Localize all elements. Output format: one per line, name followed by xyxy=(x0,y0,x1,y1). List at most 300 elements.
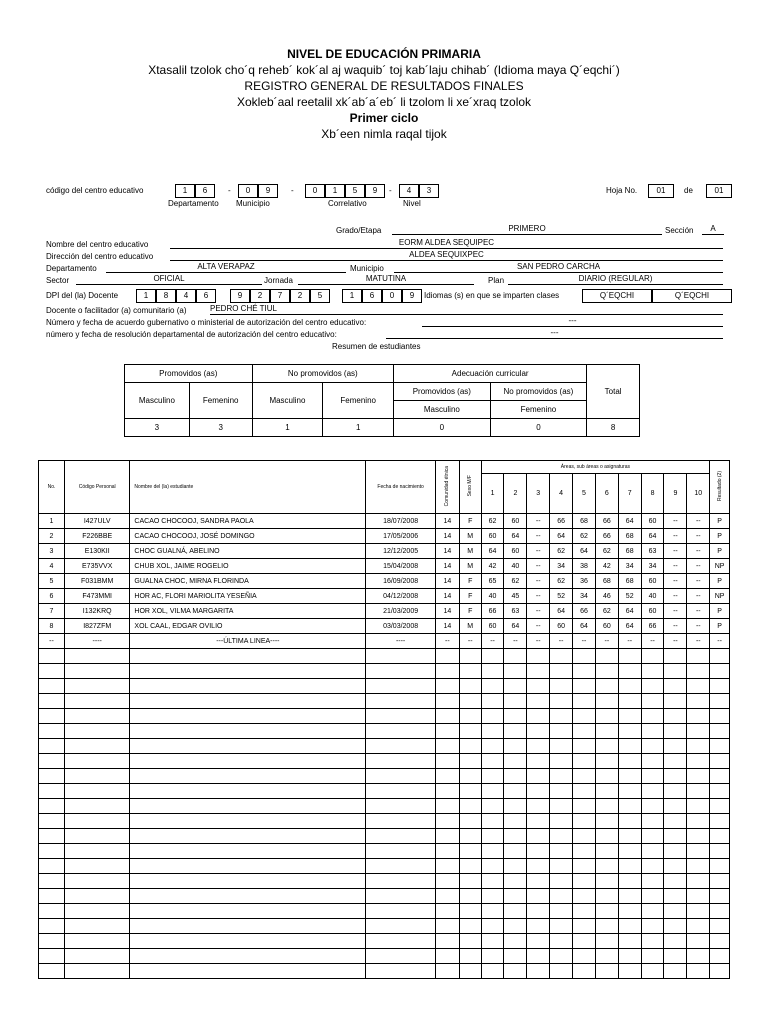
row-resultado: NP xyxy=(710,589,730,604)
empty-cell xyxy=(595,949,618,964)
empty-cell xyxy=(504,769,527,784)
empty-cell xyxy=(687,934,710,949)
empty-cell xyxy=(459,934,481,949)
municipio-value: SAN PEDRO CARCHA xyxy=(394,262,723,273)
empty-cell xyxy=(435,679,459,694)
empty-cell xyxy=(550,829,573,844)
header-area-6: 6 xyxy=(595,474,618,514)
empty-cell xyxy=(504,694,527,709)
dash: - xyxy=(291,186,294,195)
empty-cell xyxy=(64,949,129,964)
empty-cell xyxy=(527,844,550,859)
row-fecha: 21/03/2009 xyxy=(366,604,436,619)
row-fecha: 15/04/2008 xyxy=(366,559,436,574)
digit-box: 6 xyxy=(196,289,216,303)
nombre-centro-label: Nombre del centro educativo xyxy=(46,240,149,249)
row-area-score: 60 xyxy=(641,514,664,529)
empty-cell xyxy=(39,844,65,859)
row-resultado: -- xyxy=(710,634,730,649)
empty-cell xyxy=(130,694,366,709)
empty-row xyxy=(39,889,730,904)
row-no: 5 xyxy=(39,574,65,589)
row-area-score: 64 xyxy=(641,529,664,544)
empty-cell xyxy=(573,814,596,829)
table-row xyxy=(39,559,730,574)
row-area-score: -- xyxy=(527,634,550,649)
empty-cell xyxy=(595,814,618,829)
row-area-score: 63 xyxy=(504,604,527,619)
empty-cell xyxy=(459,649,481,664)
empty-cell xyxy=(435,889,459,904)
empty-row xyxy=(39,949,730,964)
empty-cell xyxy=(550,694,573,709)
empty-row xyxy=(39,874,730,889)
empty-cell xyxy=(130,739,366,754)
empty-cell xyxy=(459,949,481,964)
header-area-9: 9 xyxy=(664,474,687,514)
empty-cell xyxy=(504,754,527,769)
summary-table xyxy=(124,364,640,437)
row-area-score: 52 xyxy=(550,589,573,604)
empty-cell xyxy=(39,679,65,694)
empty-cell xyxy=(459,889,481,904)
empty-cell xyxy=(664,814,687,829)
empty-cell xyxy=(687,919,710,934)
row-nombre: ---ÚLTIMA LINEA---- xyxy=(130,634,366,649)
empty-cell xyxy=(481,964,504,979)
empty-cell xyxy=(527,784,550,799)
summary-value: 0 xyxy=(490,419,587,437)
jornada-label: Jornada xyxy=(264,276,293,285)
row-sexo: -- xyxy=(459,634,481,649)
nombre-centro-value: EORM ALDEA SEQUIPEC xyxy=(170,238,723,249)
empty-cell xyxy=(573,889,596,904)
empty-cell xyxy=(64,919,129,934)
empty-cell xyxy=(664,724,687,739)
digit-box: 2 xyxy=(290,289,310,303)
empty-cell xyxy=(504,679,527,694)
empty-cell xyxy=(130,934,366,949)
row-nombre: CACAO CHOCOOJ, SANDRA PAOLA xyxy=(130,514,366,529)
empty-cell xyxy=(481,829,504,844)
empty-cell xyxy=(618,739,641,754)
empty-cell xyxy=(710,694,730,709)
row-no: 8 xyxy=(39,619,65,634)
empty-cell xyxy=(664,859,687,874)
row-resultado: P xyxy=(710,529,730,544)
row-codigo: E735VVX xyxy=(64,559,129,574)
seccion-value: A xyxy=(702,224,724,235)
empty-cell xyxy=(664,919,687,934)
empty-cell xyxy=(459,859,481,874)
row-area-score: -- xyxy=(527,589,550,604)
empty-cell xyxy=(504,889,527,904)
empty-cell xyxy=(64,709,129,724)
empty-cell xyxy=(504,919,527,934)
sector-value: OFICIAL xyxy=(76,274,262,285)
empty-cell xyxy=(366,664,436,679)
empty-cell xyxy=(39,829,65,844)
hoja-total: 01 xyxy=(706,184,732,198)
empty-cell xyxy=(595,649,618,664)
empty-cell xyxy=(435,934,459,949)
empty-cell xyxy=(573,664,596,679)
row-fecha: 16/09/2008 xyxy=(366,574,436,589)
row-comunidad: 14 xyxy=(435,529,459,544)
row-codigo: E130KII xyxy=(64,544,129,559)
dpi-label: DPI del (la) Docente xyxy=(46,291,119,300)
plan-label: Plan xyxy=(488,276,505,285)
direccion-label: Dirección del centro educativo xyxy=(46,252,154,261)
empty-cell xyxy=(435,829,459,844)
empty-cell xyxy=(664,889,687,904)
header-areas: Áreas, sub áreas o asignaturas xyxy=(481,461,710,474)
empty-cell xyxy=(618,874,641,889)
empty-cell xyxy=(39,694,65,709)
empty-cell xyxy=(664,739,687,754)
empty-cell xyxy=(64,769,129,784)
row-area-score: 60 xyxy=(481,529,504,544)
row-resultado: P xyxy=(710,574,730,589)
hoja-number: 01 xyxy=(648,184,674,198)
empty-cell xyxy=(459,769,481,784)
empty-cell xyxy=(527,889,550,904)
empty-cell xyxy=(618,679,641,694)
row-area-score: -- xyxy=(527,604,550,619)
summary-value: 8 xyxy=(587,419,640,437)
row-area-score: 40 xyxy=(504,559,527,574)
empty-cell xyxy=(527,724,550,739)
empty-cell xyxy=(595,934,618,949)
empty-cell xyxy=(641,889,664,904)
row-codigo: F473MMI xyxy=(64,589,129,604)
empty-cell xyxy=(64,829,129,844)
header-resultado xyxy=(710,461,730,514)
empty-cell xyxy=(687,769,710,784)
empty-cell xyxy=(641,754,664,769)
empty-cell xyxy=(366,904,436,919)
empty-cell xyxy=(481,934,504,949)
municipio-label: Municipio xyxy=(350,264,384,273)
digit-box: 8 xyxy=(156,289,176,303)
empty-cell xyxy=(641,664,664,679)
row-area-score: 66 xyxy=(573,604,596,619)
empty-cell xyxy=(664,769,687,784)
empty-cell xyxy=(366,679,436,694)
empty-cell xyxy=(687,904,710,919)
empty-cell xyxy=(64,739,129,754)
empty-cell xyxy=(595,799,618,814)
empty-cell xyxy=(710,859,730,874)
row-area-score: -- xyxy=(664,514,687,529)
empty-cell xyxy=(550,874,573,889)
empty-cell xyxy=(550,934,573,949)
empty-cell xyxy=(435,769,459,784)
empty-cell xyxy=(39,949,65,964)
digit-box: 5 xyxy=(345,184,365,198)
empty-cell xyxy=(618,844,641,859)
empty-cell xyxy=(595,919,618,934)
empty-cell xyxy=(504,664,527,679)
summary-masculino-header: Masculino xyxy=(125,383,190,419)
digit-box: 9 xyxy=(402,289,422,303)
empty-cell xyxy=(481,949,504,964)
row-area-score: 34 xyxy=(618,559,641,574)
empty-cell xyxy=(573,679,596,694)
empty-cell xyxy=(550,784,573,799)
row-no: 3 xyxy=(39,544,65,559)
row-area-score: 64 xyxy=(618,619,641,634)
row-nombre: HOR AC, FLORI MARIOLITA YESEÑIA xyxy=(130,589,366,604)
row-no: -- xyxy=(39,634,65,649)
empty-cell xyxy=(130,844,366,859)
row-area-score: 60 xyxy=(595,619,618,634)
empty-cell xyxy=(481,754,504,769)
row-area-score: 68 xyxy=(573,514,596,529)
empty-cell xyxy=(481,739,504,754)
empty-cell xyxy=(550,649,573,664)
row-area-score: 40 xyxy=(641,589,664,604)
empty-cell xyxy=(64,964,129,979)
empty-cell xyxy=(641,964,664,979)
empty-cell xyxy=(459,904,481,919)
empty-cell xyxy=(39,934,65,949)
empty-cell xyxy=(39,814,65,829)
row-area-score: -- xyxy=(527,529,550,544)
row-area-score: -- xyxy=(618,634,641,649)
row-codigo: ---- xyxy=(64,634,129,649)
empty-cell xyxy=(550,709,573,724)
empty-cell xyxy=(366,754,436,769)
row-area-score: 66 xyxy=(595,529,618,544)
empty-cell xyxy=(39,964,65,979)
empty-cell xyxy=(130,799,366,814)
row-nombre: XOL CAAL, EDGAR OVILIO xyxy=(130,619,366,634)
empty-cell xyxy=(595,754,618,769)
table-row xyxy=(39,544,730,559)
empty-cell xyxy=(459,664,481,679)
empty-cell xyxy=(687,754,710,769)
empty-cell xyxy=(573,769,596,784)
correlativo-caption: Correlativo xyxy=(328,199,367,208)
empty-cell xyxy=(573,709,596,724)
summary-femenino-header: Femenino xyxy=(189,383,252,419)
header-fecha: Fecha de nacimiento xyxy=(366,461,436,514)
empty-cell xyxy=(435,724,459,739)
empty-cell xyxy=(664,799,687,814)
row-area-score: 60 xyxy=(641,574,664,589)
empty-cell xyxy=(550,949,573,964)
empty-cell xyxy=(618,694,641,709)
empty-cell xyxy=(527,799,550,814)
empty-cell xyxy=(710,679,730,694)
empty-row xyxy=(39,679,730,694)
empty-cell xyxy=(366,814,436,829)
seccion-label: Sección xyxy=(665,226,694,235)
empty-cell xyxy=(641,904,664,919)
empty-cell xyxy=(687,649,710,664)
row-resultado: NP xyxy=(710,559,730,574)
empty-cell xyxy=(573,694,596,709)
table-row xyxy=(39,589,730,604)
empty-cell xyxy=(504,799,527,814)
digit-box: 1 xyxy=(342,289,362,303)
row-nombre: CHUB XOL, JAIME ROGELIO xyxy=(130,559,366,574)
summary-ad-masculino-header: Masculino xyxy=(394,401,491,419)
empty-row xyxy=(39,769,730,784)
empty-cell xyxy=(39,874,65,889)
row-area-score: 66 xyxy=(641,619,664,634)
empty-row xyxy=(39,859,730,874)
empty-row xyxy=(39,964,730,979)
summary-value: 3 xyxy=(189,419,252,437)
empty-cell xyxy=(130,889,366,904)
empty-cell xyxy=(366,739,436,754)
empty-cell xyxy=(39,919,65,934)
empty-row xyxy=(39,754,730,769)
empty-cell xyxy=(550,724,573,739)
empty-cell xyxy=(39,784,65,799)
empty-row xyxy=(39,709,730,724)
row-area-score: -- xyxy=(595,634,618,649)
empty-cell xyxy=(435,814,459,829)
header-area-8: 8 xyxy=(641,474,664,514)
empty-cell xyxy=(710,799,730,814)
row-sexo: M xyxy=(459,529,481,544)
row-comunidad: 14 xyxy=(435,544,459,559)
row-area-score: 62 xyxy=(550,574,573,589)
empty-cell xyxy=(459,679,481,694)
empty-cell xyxy=(687,859,710,874)
empty-cell xyxy=(481,844,504,859)
empty-cell xyxy=(595,724,618,739)
digit-box: 1 xyxy=(325,184,345,198)
direccion-value: ALDEA SEQUIXPEC xyxy=(170,250,723,261)
row-area-score: 64 xyxy=(550,604,573,619)
row-area-score: 62 xyxy=(595,604,618,619)
empty-cell xyxy=(550,889,573,904)
empty-cell xyxy=(366,724,436,739)
empty-cell xyxy=(618,934,641,949)
empty-cell xyxy=(595,709,618,724)
row-area-score: 62 xyxy=(550,544,573,559)
idioma-1: Q´EQCHI xyxy=(582,289,652,303)
row-area-score: 64 xyxy=(481,544,504,559)
empty-cell xyxy=(481,799,504,814)
row-area-score: 60 xyxy=(641,604,664,619)
empty-cell xyxy=(130,724,366,739)
empty-cell xyxy=(550,919,573,934)
empty-row xyxy=(39,694,730,709)
row-sexo: F xyxy=(459,604,481,619)
empty-cell xyxy=(710,874,730,889)
row-area-score: 62 xyxy=(573,529,596,544)
row-area-score: -- xyxy=(527,574,550,589)
empty-cell xyxy=(130,829,366,844)
empty-cell xyxy=(710,709,730,724)
empty-cell xyxy=(366,709,436,724)
empty-cell xyxy=(39,859,65,874)
title-line-5: Primer ciclo xyxy=(349,111,419,125)
summary-np-femenino-header: Femenino xyxy=(323,383,394,419)
row-area-score: -- xyxy=(664,619,687,634)
empty-cell xyxy=(710,769,730,784)
digit-box: 9 xyxy=(230,289,250,303)
row-nombre: HOR XOL, VILMA MARGARITA xyxy=(130,604,366,619)
docente-label: Docente o facilitador (a) comunitario (a) xyxy=(46,306,187,315)
empty-cell xyxy=(618,889,641,904)
digit-box: 1 xyxy=(175,184,195,198)
empty-cell xyxy=(527,874,550,889)
row-codigo: I132KRQ xyxy=(64,604,129,619)
empty-cell xyxy=(618,754,641,769)
empty-cell xyxy=(481,649,504,664)
empty-cell xyxy=(64,859,129,874)
row-area-score: 46 xyxy=(595,589,618,604)
summary-ad-no-promovidos-header: No promovidos (as) xyxy=(490,383,587,401)
row-area-score: 60 xyxy=(481,619,504,634)
empty-cell xyxy=(664,784,687,799)
empty-cell xyxy=(481,874,504,889)
empty-cell xyxy=(435,859,459,874)
empty-cell xyxy=(130,949,366,964)
empty-cell xyxy=(504,904,527,919)
summary-value: 0 xyxy=(394,419,491,437)
empty-cell xyxy=(641,859,664,874)
row-resultado: P xyxy=(710,544,730,559)
empty-cell xyxy=(527,664,550,679)
empty-cell xyxy=(527,904,550,919)
empty-cell xyxy=(573,904,596,919)
row-area-score: 40 xyxy=(481,589,504,604)
empty-cell xyxy=(504,844,527,859)
row-comunidad: -- xyxy=(435,634,459,649)
docente-value: PEDRO CHÉ TIUL xyxy=(210,304,723,315)
empty-cell xyxy=(504,874,527,889)
row-fecha: 04/12/2008 xyxy=(366,589,436,604)
hoja-de-label: de xyxy=(684,186,693,195)
empty-cell xyxy=(130,904,366,919)
empty-cell xyxy=(573,949,596,964)
empty-cell xyxy=(366,919,436,934)
empty-cell xyxy=(39,724,65,739)
empty-cell xyxy=(459,709,481,724)
empty-cell xyxy=(664,829,687,844)
empty-cell xyxy=(618,919,641,934)
empty-cell xyxy=(595,889,618,904)
empty-cell xyxy=(64,664,129,679)
empty-cell xyxy=(595,739,618,754)
empty-cell xyxy=(459,724,481,739)
row-area-score: 66 xyxy=(550,514,573,529)
empty-cell xyxy=(504,649,527,664)
row-area-score: -- xyxy=(504,634,527,649)
row-area-score: 64 xyxy=(618,514,641,529)
row-area-score: -- xyxy=(664,559,687,574)
empty-cell xyxy=(504,964,527,979)
empty-cell xyxy=(595,859,618,874)
departamento-value: ALTA VERAPAZ xyxy=(106,262,346,273)
empty-cell xyxy=(664,679,687,694)
empty-cell xyxy=(504,949,527,964)
empty-row xyxy=(39,799,730,814)
row-area-score: 66 xyxy=(595,514,618,529)
empty-cell xyxy=(573,724,596,739)
header-resultado-text: Resultado (2) xyxy=(716,470,723,501)
empty-cell xyxy=(481,694,504,709)
empty-cell xyxy=(527,964,550,979)
empty-cell xyxy=(527,649,550,664)
